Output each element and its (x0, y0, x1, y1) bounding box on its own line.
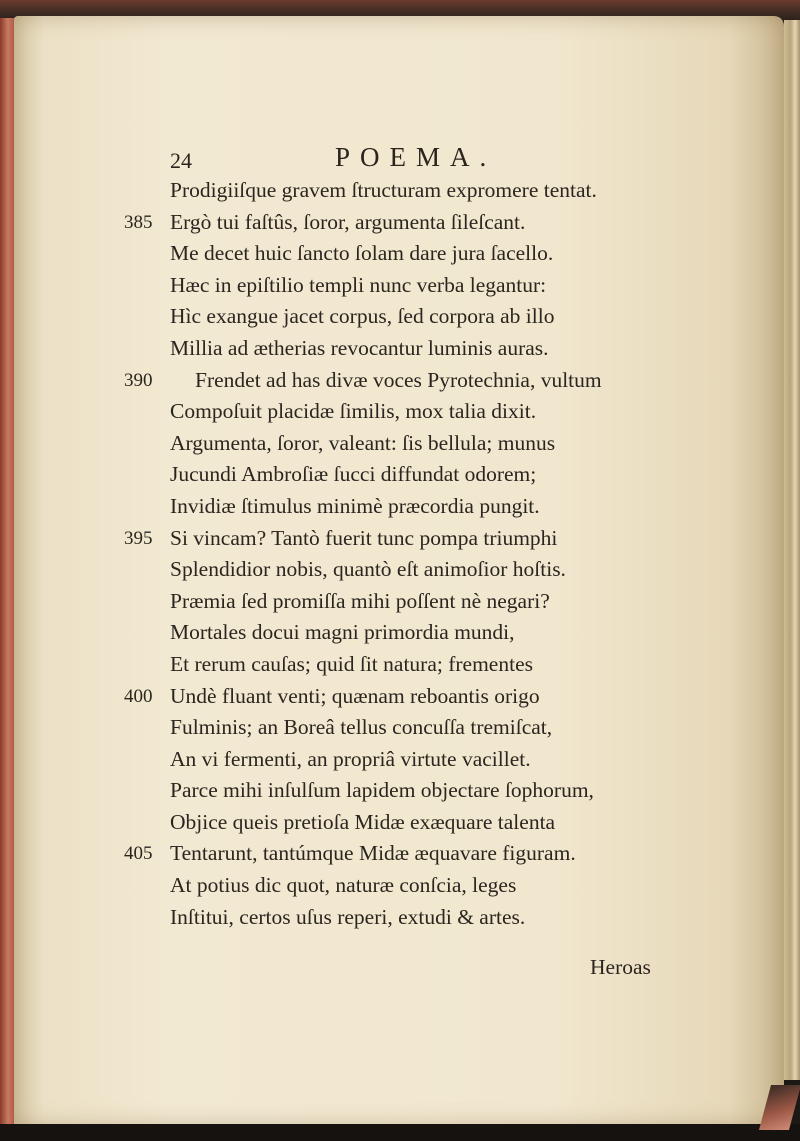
book-bottom-edge (0, 1124, 800, 1141)
line-number: 385 (124, 211, 153, 233)
verse-text: Inſtitui, certos uſus reperi, extudi & artes. (170, 904, 526, 929)
verse-line (0, 586, 800, 618)
verse-line (0, 301, 800, 333)
page-header (0, 140, 800, 176)
verse-text: Si vincam? Tantò fuerit tunc pompa triumphi (170, 525, 558, 550)
verse-line (0, 396, 800, 428)
line-number: 405 (124, 843, 153, 865)
verse-text: Et rerum cauſas; quid ſit natura; frementes (170, 651, 533, 676)
verse-line (0, 807, 800, 839)
verse-line (0, 459, 800, 491)
verse-line (0, 523, 800, 555)
verse-line (0, 428, 800, 460)
verse-text: Mortales docui magni primordia mundi, (170, 620, 515, 645)
line-number: 400 (124, 685, 153, 707)
verse-text: Parce mihi inſulſum lapidem objectare ſophorum, (170, 778, 594, 803)
verse-text: Tentarunt, tantúmque Midæ æquavare figuram. (170, 841, 576, 866)
verse-line (0, 270, 800, 302)
verse-line (0, 744, 800, 776)
verse-text: Hìc exangue jacet corpus, ſed corpora ab illo (170, 304, 555, 329)
verse-line (0, 207, 800, 239)
line-number: 395 (124, 527, 153, 549)
verse-line (0, 649, 800, 681)
page-number: 24 (170, 148, 192, 173)
verse-text: Millia ad ætherias revocantur luminis auras. (170, 335, 549, 360)
verse-text: Prodigiiſque gravem ſtructuram expromere tentat. (170, 178, 597, 202)
verse-text: At potius dic quot, naturæ conſcia, leges (170, 873, 517, 898)
verse-line (0, 712, 800, 744)
verse-text: Hæc in epiſtilio templi nunc verba legantur: (170, 272, 547, 297)
verse-line (0, 617, 800, 649)
poem-body (0, 175, 800, 933)
verse-line (0, 681, 800, 713)
verse-line (0, 838, 800, 870)
verse-line (0, 775, 800, 807)
verse-line (0, 238, 800, 270)
verse-text: Jucundi Ambroſiæ ſucci diffundat odorem; (170, 462, 537, 487)
verse-line (0, 175, 800, 207)
verse-text: An vi fermenti, an propriâ virtute vacillet. (170, 746, 531, 771)
verse-line (0, 870, 800, 902)
verse-text: Fulminis; an Boreâ tellus concuſſa tremiſcat, (170, 715, 553, 740)
verse-text: Argumenta, ſoror, valeant: ſis bellula; munus (170, 430, 556, 455)
verse-line (0, 902, 800, 934)
line-number: 390 (124, 369, 153, 391)
verse-text: Compoſuit placidæ ſimilis, mox talia dixit. (170, 399, 537, 424)
verse-line (0, 333, 800, 365)
running-title: POEMA. (335, 142, 497, 172)
verse-text: Ergò tui faſtûs, ſoror, argumenta ſileſcant. (170, 209, 526, 234)
verse-text: Me decet huic ſancto ſolam dare jura ſacello. (170, 241, 554, 266)
verse-text: Frendet ad has divæ voces Pyrotechnia, vultum (195, 367, 602, 392)
catchword: Heroas (590, 955, 651, 979)
verse-line (0, 491, 800, 523)
verse-line (0, 554, 800, 586)
verse-text: Præmia ſed promiſſa mihi poſſent nè negari? (170, 588, 550, 613)
verse-text: Undè fluant venti; quænam reboantis origo (170, 683, 540, 708)
verse-text: Objice queis pretioſa Midæ exæquare talenta (170, 809, 556, 834)
verse-text: Splendidior nobis, quantò eſt animoſior hoſtis. (170, 557, 566, 582)
verse-text: Invidiæ ſtimulus minimè præcordia pungit. (170, 493, 540, 518)
verse-line (0, 365, 800, 397)
